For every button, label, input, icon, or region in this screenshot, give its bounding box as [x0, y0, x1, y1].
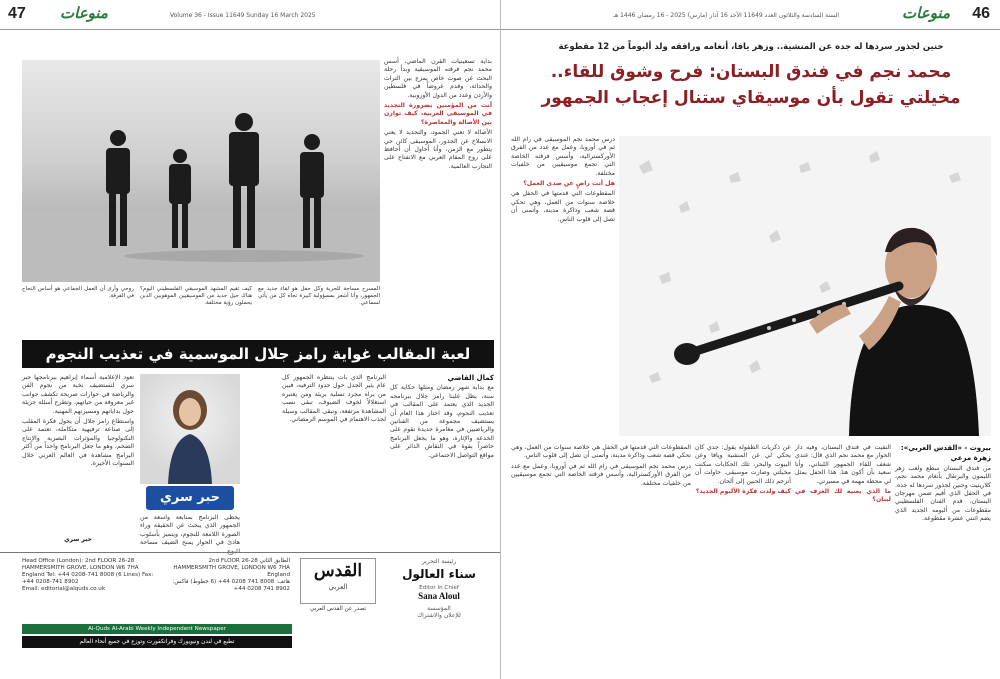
publisher-label: تصدر عن القدس العربي [309, 606, 367, 612]
photo-caption-right: المسرح مساحة للحرية وكل حفل هو لقاء جديد مع الجمهور، وأنا أشعر بمسؤولية كبيرة تجاه كل من يأتي لسماعي. [258, 286, 380, 306]
program-logo [146, 486, 234, 510]
section-title: منوعات [60, 4, 108, 22]
article2-column-b: يحظى البرنامج بمتابعة واسعة من الجمهور الذي يبحث عن الحقيقة وراء الصورة اللامعة للنجوم، ويتميز بأسلوب هادئ في الحوار يمنح الضيف مساحة [140, 514, 240, 547]
article1-author: كمال القاضي [447, 374, 494, 382]
page-number: 47 [8, 5, 26, 22]
page-header [0, 0, 500, 30]
article-title: لعبة المقالب غواية رامز جلال الموسمية في تعذيب النجوم [45, 345, 471, 363]
article1-column-a: كمال القاضي مع بداية شهر رمضان ومثلها حكاية كل سنة، يطل علينا رامز جلال ببرنامجه الجديد الذي يعتمد على المقالب في تعذيب النجوم، وقد اختار هذا العام أن يستضيف مجموعة من الفنانين والرياضيين في مغامرة جديدة تقوم على الخدعة والإثارة، وهو ما يجعل البرنامج حاضراً بقوة في النقاش الدائر على مواقع التواصل الاجتماعي. [390, 374, 494, 459]
issue-line-right: السنة السادسة والثلاثون العدد 11649 الأحد 16 آذار (مارس) 2025 - 16 رمضان 1446 هـ [613, 12, 839, 19]
page-header-right [501, 0, 1000, 30]
top-question: أنت من المؤمنين بضرورة التجديد في الموسيقى العربية، كيف توازن بين الأصالة والمعاصرة؟ [384, 102, 492, 126]
band-photo [22, 60, 380, 282]
photo-caption-middle: كيف تقيم المشهد الموسيقي الفلسطيني اليوم؟ هناك جيل جديد من الموسيقيين الموهوبين الذين يحملون رؤية مختلفة. [140, 286, 252, 306]
top-answer: الأصالة لا تعني الجمود، والتجديد لا يعني الانسلاخ عن الجذور، الموسيقى كائن حي يتطور مع الزمن، وأنا أحاول أن أحافظ على روح المقام العربي مع الانفتاح على التجارب العالمية. [384, 129, 492, 170]
article-column-3: عن ذكريات الطفولة يقول: جدي كان يحكي لي عن المنشية ويافا وعن البيوت والبحر، تلك الحكايات سكنت مخيلتي وصارت موسيقى. حاولت أن أترجم ذلك الحنين إلى ألحان. كيف ولدت فكرة الألبوم الجديد؟ [695, 444, 791, 496]
photo-caption-left: روحي وأرى أن العمل الجماعي هو أساس النجاح في الفرقة. [22, 286, 134, 299]
top-paragraph: بداية تسعينيات القرن الماضي، أسس محمد نجم فرقته الموسيقية وبدأ رحلة البحث عن صوت خاص يمزج بين التراث والحداثة، وقدم عروضاً في فلسطين والأردن وعدد من الدول الأوروبية. [384, 58, 492, 99]
tv-host-photo [140, 374, 240, 484]
editor-name-en: Sana Aloul [418, 591, 460, 601]
program-logo-text: حبر سري [159, 490, 221, 505]
article-column-5: درس محمد نجم الموسيقى في رام الله ثم في أوروبا، وعمل مع عدد من الفرق الأوركسترالية، وأسس فرقته الخاصة التي تجمع موسيقيين من خلفيات مختلفة. هل أنت راضٍ عن صدى العمل؟ المقطوعات التي قدمتها في الحفل هي خلاصة سنوات من العمل، وهي تحكي قصة شعب وذاكرة مدينة، وأتمنى أن تصل إلى قلوب الناس. [511, 136, 615, 223]
section-title-right: منوعات [902, 4, 950, 22]
footer-divider [0, 552, 500, 553]
dateline: بيروت - «القدس العربي»: [900, 444, 991, 452]
editor-name: سناء العالول [402, 567, 476, 581]
band-silhouettes [22, 60, 380, 282]
article-column-2: التقيت في فندق البستان، وفيه دار الحوار مع محمد نجم الذي قال: عندي شغف للقاء الجمهور اللبناني، وأنا سعيد بأن أكون هنا. هذا الحفل يمثل لي محطة مهمة في مسيرتي. ما الذي يعنيه لك العزف في لبنان؟ [795, 444, 891, 504]
masthead-logo: القدس العربي [300, 558, 376, 604]
headline-line-2: مخيلتي تقول بأن موسيقاي ستنال إعجاب الجمهور [541, 88, 961, 108]
editor-box: رئيسة التحرير سناء العالول Editor In Chief Sana Aloul المؤسسة للإعلان والاشتراك [384, 558, 494, 638]
headline-line-1: محمد نجم في فندق البستان: فرح وشوق للقاء.. [550, 62, 952, 82]
article-author: زهرة مرعي [950, 454, 991, 463]
footer-head-office: Head Office (London): 2nd FLOOR 26-28 HAMMERSMITH GROVE, LONDON W6 7HA England Tel: +44 0208-741 8008 (6 Lines) Fax: +44 0208-741 8902 Email: editorial@alquds.co.uk [22, 558, 154, 592]
article2-column-a: تعود الإعلامية أسماء إبراهيم ببرنامجها حبر سري لتستضيف نخبة من نجوم الفن والرياضة في حوارات صريحة تكشف جوانب غير معروفة من حياتهم، وتطرح أسئلة جريئة حول بداياتهم ومسيرتهم المهنية. واستطاع رامز جلال أن يحول فكرة المقلب إلى صناعة ترفيهية متكاملة، تعتمد على التكنولوجيا والمؤثرات البصرية والإنتاج الضخم، وهو ما جعل البرنامج واحداً من أكثر البرامج مشاهدة في العالم العربي خلال السنوات الأخيرة. [22, 374, 134, 468]
clarinetist-figure [619, 136, 991, 436]
article2-byline: حبر سري [64, 536, 92, 543]
article-column-4: المقطوعات التي قدمتها في الحفل هي خلاصة سنوات من العمل، وهي تحكي قصة شعب وذاكرة مدينة، وأتمنى أن تصل إلى قلوب الناس. درس محمد نجم الموسيقى في رام الله ثم في أوروبا، وعمل مع عدد من الفرق الأوركسترالية، وأسس فرقته الخاصة التي تجمع موسيقيين من خلفيات مختلفة. [511, 444, 691, 487]
article1-column-b: البرنامج الذي بات ينتظره الجمهور كل عام يثير الجدل حول حدود الترفيه، فبين من يراه مجرد تسلية بريئة ومن يعتبره استغلالاً لخوف الضيوف، تبقى نسب المشاهدة مرتفعة، وتبقى المقالب وسيلة لجذب الاهتمام في الموسم الرمضاني. [282, 374, 386, 424]
page-number-right: 46 [972, 5, 990, 22]
weekly-banner: Al-Quds Al-Arabi Weekly Independent Newspaper [22, 624, 292, 634]
article-column-1: بيروت - «القدس العربي»: زهرة مرعي من فندق البستان سطع ولعب زهر الليمون والبرتقال بأنغام محمد نجم، كلارينيت وحنين لجذور سردها له جده. في الحفل الذي أقيم ضمن مهرجان البستان، قدم الفنان الفلسطيني مقطوعات من ألبومه الجديد الذي يضم اثنتي عشرة مقطوعة. [895, 444, 991, 523]
clarinetist-photo [619, 136, 991, 436]
article-title-bar [22, 340, 494, 368]
kicker: حنين لجذور سردها له جده عن المنشية.. وزهر يافا، أنغامه ورافقه ولد ألبوماً من 12 مقطوعة [558, 42, 944, 52]
distribution-note: تطبع في لندن ونيويورك وفرانكفورت وتوزع في جميع أنحاء العالم [22, 636, 292, 648]
top-text-column [384, 58, 492, 290]
footer-office-arabic: الطابق الثاني 2nd FLOOR 26-28 HAMMERSMITH GROVE, LONDON W6 7HA England هاتف: 8008 741 0208 44+ (6 خطوط) فاكس: 8902 741 0208 44+ [172, 558, 290, 592]
issue-line: Volume 36 - Issue 11649 Sunday 16 March 2025 [170, 12, 316, 19]
host-figure [140, 374, 240, 484]
right-page [500, 0, 1000, 679]
